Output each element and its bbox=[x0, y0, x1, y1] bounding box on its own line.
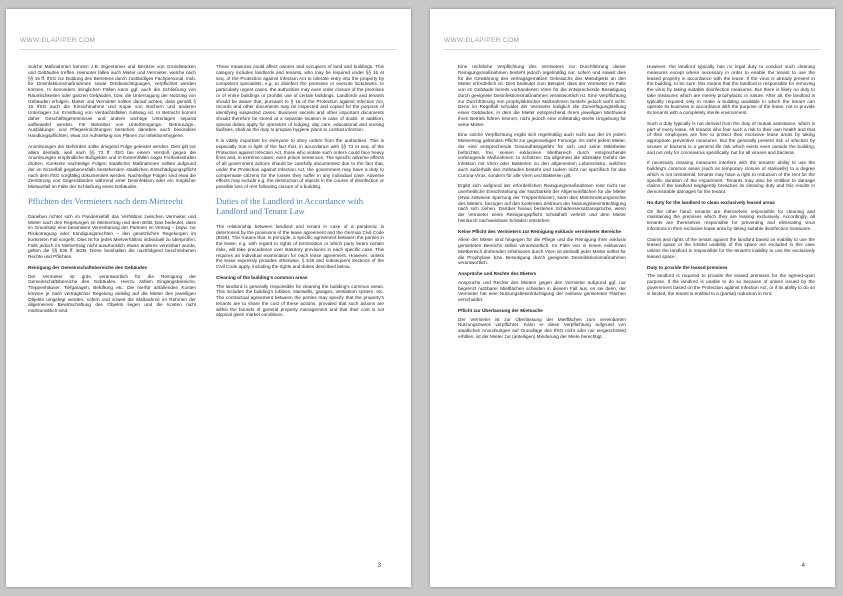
paragraph: Claims and rights of the tenant against the landlord based on inability to use the leased space or the limited usability of this space are excluded in this case unless the landlord is responsible for the tenant's inability to use the exclusively leased space. bbox=[647, 236, 815, 259]
paragraph: Der Vermieter ist zur Überlassung der Mietflächen zum vereinbarten Nutzungszweck verpflichtet. Kann er diese Verpflichtung aufgrund von staatlichen Anordnungen auf Grundlage des IfSG nicht oder nur eingeschränkt erfüllen, ist der Mieter zur (anteiligen) Minderung der Miete berechtigt. bbox=[458, 316, 626, 339]
paragraph: However, the landlord typically has no legal duty to conduct such cleaning measures except where necessary in order to enable the tenant to use the leased property in accordance with the lease. If the virus is already present in the building, to be sure, this means that the landlord is responsible for removing the virus by taking suitable disinfection measures. But there is likely no duty to take measures which are merely prophylactic in nature. After all, the landlord is typically required only to make a building available in which the tenant can operate its business in accordance with the purpose of the lease, not to provide its tenants with a completely sterile environment. bbox=[647, 64, 815, 115]
page-number: 3 bbox=[377, 562, 381, 569]
page-4 bbox=[430, 9, 835, 587]
paragraph: Eine solche Verpflichtung ergibt sich regelmäßig auch nicht aus der im jedem Mietvertrag geltenden Pflicht zur gegenseitigen Fürsorge. Es steht jedem Mieter, der eine entsprechende Gesundheitsgefahr für sich und seine Mitarbeiter befürchtet, frei, seinen exklusiven Mietbereich durch entsprechende vorbeugende Maßnahmen zu schützen. Da allgemein die abstrakte Gefahr der Infektion mit Viren oder Bakterien zu den allgemeinen Lebensrisiko, welches auch außerhalb des Gebäudes besteht und zudem nicht nur spezifisch für das Corona-Virus, sondern für alle Viren und Bakterien gilt. bbox=[458, 132, 626, 178]
page-3 bbox=[6, 9, 411, 587]
paragraph: The landlord is required to provide the leased premises for the agreed-upon purpose. If the landlord is unable to do so because of orders issued by the government based on the Protection against Infection Act, or if its ability to do so is limited, the tenant is entitled to a (partial) reduction in rent. bbox=[647, 273, 815, 296]
column-german bbox=[28, 64, 196, 319]
subheading: No duty for the landlord to clean exclusively leased areas bbox=[647, 199, 775, 205]
page-header: WWW.DLAPIPER.COM bbox=[444, 37, 520, 44]
column-english bbox=[647, 64, 815, 301]
paragraph: It is vitally important for everyone to obey orders from the authorities. This is especially true in light of the fact that, in accordance with §§ 73 et seq. of the Protection against Infection Act, those who violate such orders could face heavy fines and, in extreme cases, even prison sentences. The specific adverse effects of all government actions should be carefully documented due to the fact that, under the Protection against Infection Act, the government may have a duty to compensate citizens for the losses they suffer in any individual case. Adverse effects may include e.g. the destruction of objects in the course of disinfection or possible loss of rent following closure of a building. bbox=[216, 138, 384, 189]
subheading: Duty to provide the leased premises bbox=[647, 264, 728, 270]
subheading: Pflicht zur Überlassung der Mietsache bbox=[458, 307, 543, 313]
paragraph: These measures could affect owners and occupiers of land and buildings. This category includes landlords and tenants, who may be required under §§ 16 et seq. of the Protection against Infection Act to tolerate entry into the property by competent specialists, e.g. to disinfect the premises or execute lockdowns. In particularly urgent cases, the authorities may even order closure of the premises or of entire buildings or prohibit use of certain buildings. Landlords and tenants should be aware that, pursuant to § 16 of the Protection against Infection Act, records and other documents may be inspected and copied for the purpose of identifying suspected cases. Business secrets and other important documents should therefore be stored at a separate location in case of doubt. In addition, special duties apply for operators of lodging, day care, educational and nursing facilities, shall as the duty to prepare hygiene plans to combat infection. bbox=[216, 64, 384, 133]
section-heading: Duties of the Landlord in Accordance with Landlord and Tenant Law bbox=[216, 195, 364, 216]
subheading: Cleaning of the building's common areas bbox=[216, 274, 308, 280]
header-rule bbox=[444, 49, 821, 50]
paragraph: Allein der Mieter sind hingegen für die Pflege und die Reinigung ihrer exklusiv gemieteten Bereichs selbst verantwortlich. Im Falle von in einem exklusiven Mietbereich drohenden Infektionen durch Viren ist deshalb jeder Mieter selbst für die Prophylaxe bzw. Beseitigung durch geeignete Desinfektionsmaßnahmen verantwortlich. bbox=[458, 237, 626, 266]
paragraph: Solche Maßnahmen können z.B. Eigentümer und Besitzer von Grundstücken und Gebäuden treffen. Hierunter fallen auch Mieter und Vermieter, welche nach §§ 16 ff. IfSG zur Duldung des Betretens durch zuständiges Fachpersonal, insb. für Desinfektionsmaßnahmen sowie Ortsbesichtigungen, verpflichtet werden können. In besonders dringlichen Fällen kann ggf. auch die Schließung von Räumlichkeiten oder ganzen Gebäuden, bzw. die Untersagung der Nutzung von Gebäuden erfolgen. Mieter und Vermieter sollten darauf achten, dass gemäß § 16 IfSG auch die Einsichtnahme und Kopie von Büchern und anderen Unterlagen zur Ermittlung von Verdachtsfällen zulässig ist. In Betracht kommt daher Geschäftsgeheimnisse und andere wichtige Unterlagen separat aufbewahrt werden. Für Betreiber von Unterbringungs-, Betreuungs-, Ausbildungs- und Pflegeeinrichtungen bestehen daneben auch besondere Handlungspflichten, etwa zur Aufstellung von Plänen zur Infektionshygiene. bbox=[28, 64, 196, 138]
paragraph: Daneben richtet sich im Pandemiefall das Verhältnis zwischen Vermieter und Mieter nach den Regelungen im Mietvertrag und dem BGB. Das bedeutet, dass im Grundsatz eine besondere Vereinbarung der Parteien im Vertrag – bspw. zur Risikotragung oder Kündigungsrechten – den gesetzlichen Regelungen im konkreten Fall vorgeht. Dies ist für jedes Mietverhältnis individuell zu überprüfen. Falls jedoch im Mietvertrag nicht ausdrücklich etwas anderes vereinbart wurde, gelten die §§ 535 ff. BGB. Diese beinhalten die nachfolgend beschriebenen Rechte und Pflichten. bbox=[28, 213, 196, 259]
paragraph: Der Vermieter ist grds. verantwortlich für die Reinigung der Gemeinschaftsbereiche des Gebäudes. Hierzu zählen Eingangsbereiche, Treppenhäuser, Tiefgaragen, Belüftung etc. Die hierfür anfallenden Kosten können je nach vertraglicher Regelung anteilig auf die Mieter des jeweiligen Objekts umgelegt werden, sofern und soweit die Maßnahme im Rahmen der allgemeinen Bewirtschaftung des Objekts liegen und die Kosten nicht marktunüblich sind. bbox=[28, 273, 196, 313]
paragraph: Anordnungen der Behörden sollte dringend Folge geleistet werden. Dies gilt vor allem deshalb, weil nach §§ 73 ff. IfSG bei einem Verstoß gegen die Anordnungen empfindliche Bußgelder und in Extremfällen sogar Freiheitsstrafen drohen. Konkrete nachteilige Folgen staatlicher Maßnahmen sollten aufgrund der im Einzelfall gegebenenfalls bestehenden staatlichen Entschädigungspflicht nach dem IfSG sorgfältig dokumentiert werden. Nachteilige Folgen sind etwa die Zerstörung von Gegenständen während einer Desinfektion oder ein möglicher Mietausfall im Falle der Schließung eines Gebäudes. bbox=[28, 143, 196, 189]
section-heading: Pflichten des Vermieters nach dem Mietrecht bbox=[28, 195, 183, 206]
paragraph: Eine rechtliche Verpflichtung des Vermieters zur Durchführung dieser Reinigungsmaßnahmen besteht jedoch regelmäßig nur, sofern und soweit dies für die Gewährung des vertragsgemäßen Gebrauchs des Mietobjekts an den Mieter erforderlich ist. Dies bedeutet zum Beispiel, dass der Vermieter im Falle von im Gebäude bereits vorhandenen Viren für die entsprechende Beseitigung durch geeignete Desinfektionsmaßnahmen verantwortlich ist. Eine Verpflichtung zur Durchführung rein prophylaktischer Maßnahmen besteht jedoch wohl nicht. Denn im Regelfall schuldet der Vermieter lediglich die Zurverfügungstellung eines Gebäudes, in dem die Mieter entsprechend ihrem jeweiligen Mietzweck ihren Betrieb führen können, nicht jedoch eine vollständig sterile Umgebung für seine Mieter. bbox=[458, 64, 626, 127]
column-english bbox=[216, 64, 384, 323]
paragraph: The relationship between landlord and tenant in case of a pandemic is determined by the provisions of the lease agreement and the German Civil Code (BGB). This means that, in principle, a specific agreement between the parties in the lease, e.g. with regard to rights of termination or which party bears certain risks, will take precedence over statutory provisions in each specific case. This requires an individual examination for each lease agreement. However, unless the lease expressly provides otherwise, § 535 and subsequent Sections of the Civil Code apply, including the rights and duties described below. bbox=[216, 223, 384, 269]
subheading: Reinigung der Gemeinschaftsbereiche des Gebäudes bbox=[28, 264, 148, 270]
paragraph: Ansprüche und Rechte des Mieters gegen den Vermieter aufgrund ggf. nur begrenzt nutzbarer Mietflächen scheiden in diesem Fall aus, es sei denn, der Vermieter hat eine Nutzungsbeeinträchtigung der exklusiv gemieteten Flächen verschuldet. bbox=[458, 279, 626, 302]
header-rule bbox=[20, 49, 397, 50]
paragraph: On the other hand, tenants are themselves responsible for cleaning and maintaining the premises which they are leasing exclusively. Accordingly, all tenants are themselves responsible for preventing and eliminating virus infections in their exclusive lease area by taking suitable disinfection measures. bbox=[647, 208, 815, 231]
paragraph: Such a duty typically is not derived from the duty of mutual assistance, which is part of every lease. All tenants who fear such a risk to their own health and that of their employees are free to protect their exclusive lease areas by taking appropriate preventive measures. But the generally present risk of infection by viruses or bacteria is a general life risk which exists even outside the building, and not only for coronavirus specifically, but for all viruses and bacteria. bbox=[647, 120, 815, 155]
paragraph: If necessary cleaning measures interfere with the tenants' ability to use the building's common areas (such as temporary closure of stairwells) to a degree which is not immaterial, tenants may have a right to reduction of the rent for the specific duration of the impairment. Tenants may also be entitled to damage claims if the landlord negligently breaches its cleaning duty and this results in demonstrable damages for the tenant. bbox=[647, 160, 815, 194]
column-german bbox=[458, 64, 626, 345]
subheading: Ansprüche und Rechte des Mieters bbox=[458, 271, 537, 276]
paragraph: The landlord is generally responsible for cleaning the building's common areas. This includes the building's lobbies, stairwells, garages, ventilation system, etc. The contractual agreement between the parties may specify that the property's tenants are to share the cost of these actions, provided that such actions are within the bounds of general property management and that their cost is not atypical given market conditions. bbox=[216, 283, 384, 318]
page-header: WWW.DLAPIPER.COM bbox=[20, 37, 96, 44]
paragraph: Ergibt sich aufgrund der erforderlichen Reinigungsmaßnahmen eine nicht nur unerhebliche Einschränkung der Nutzbarkeit der Allgemeinflächen für die Mieter (etwa zeitweise Sperrung der Treppenhäuser), kann dies Mietminderungsrechte des Mieters, bezogen auf den konkreten Zeitraum der Nutzungsbeeinträchtigung nach sich ziehen. Darüber hinaus bestehen Schadensersatzansprüche, wenn der Vermieter seine Reinigungspflicht schuldhaft verletzt und dem Mieter hierdurch nachweisbare Schäden entstehen. bbox=[458, 183, 626, 223]
subheading: Keine Pflicht des Vermieters zur Reinigung exklusiv vermieteter Bereiche bbox=[458, 228, 622, 234]
page-number: 4 bbox=[801, 562, 805, 569]
